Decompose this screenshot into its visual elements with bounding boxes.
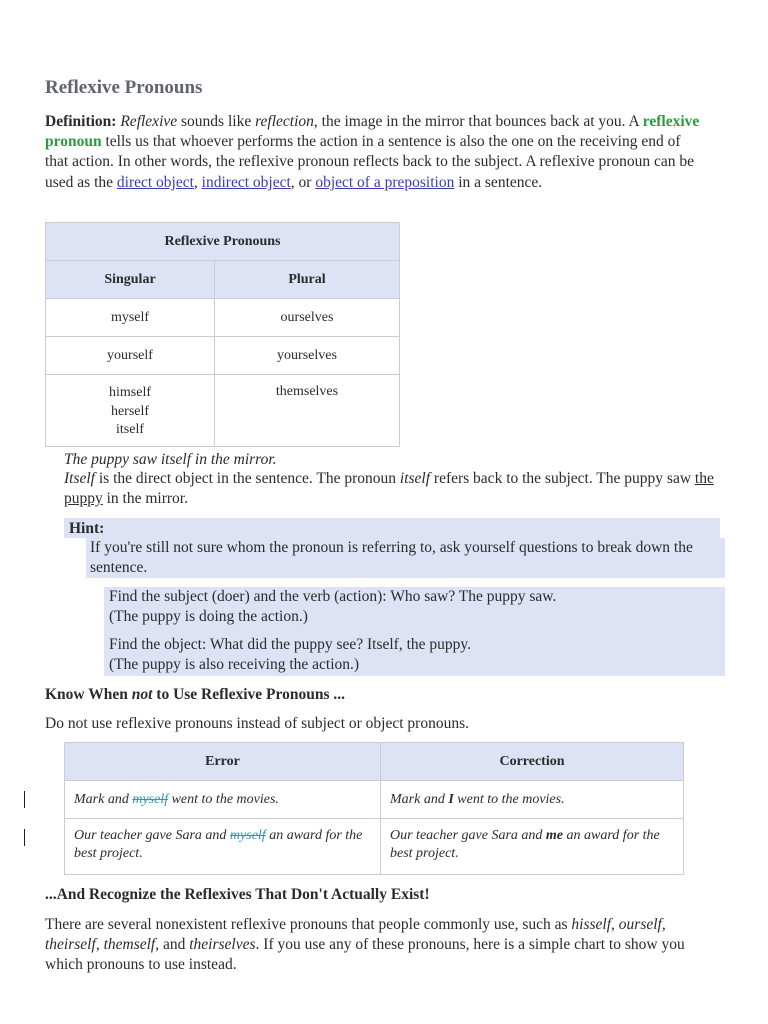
heading-part: to Use Reflexive Pronouns ... (152, 686, 345, 703)
correction-text: Our teacher gave Sara and (390, 828, 546, 843)
error-cell (65, 781, 381, 819)
step-1-question: Find the subject (doer) and the verb (action): Who saw? The puppy saw. (109, 588, 557, 605)
example-explanation (64, 469, 724, 509)
error-text: went to the movies. (168, 792, 279, 807)
step-2-question: Find the object: What did the puppy see? Itself, the puppy. (109, 636, 472, 653)
definition-text: tells us that whoever performs the action in a sentence is also the one on the receiving end of that action. In other words, the reflexive pronoun reflects back to the subject. A reflexive pronoun can be used as the (45, 133, 695, 191)
col-correction: Correction (381, 743, 684, 781)
plural-cell: yourselves (215, 337, 400, 375)
word-reflexive: Reflexive (120, 113, 178, 130)
text-cursor-mark (24, 829, 25, 846)
pronoun-himself: himself (109, 385, 151, 400)
hint-text: If you're still not sure whom the pronoun is referring to, ask yourself questions to break down the sentence. (90, 539, 693, 576)
separator: , (611, 916, 619, 933)
word-themself: themself (103, 936, 156, 954)
word-itself: itself (399, 470, 431, 487)
error-text: Our teacher gave Sara and (74, 828, 230, 843)
paragraph-text: . If you use any of these pronouns, here is a simple chart to show you which pronouns to use instead. (45, 936, 685, 974)
correction-text: Mark and (390, 792, 449, 807)
correct-pronoun: me (545, 828, 564, 843)
separator: , (661, 916, 666, 933)
singular-cell (46, 375, 215, 447)
table-row (65, 819, 684, 875)
struck-myself: myself (229, 828, 266, 843)
step-1-answer: (The puppy is doing the action.) (109, 608, 308, 625)
plural-cell: themselves (215, 375, 400, 447)
correction-text: an award for the best project. (390, 828, 660, 861)
table-row (46, 337, 400, 375)
hint-label-bar (64, 518, 720, 538)
hint-label: Hint: (69, 520, 105, 537)
word-hisself: hisself (571, 916, 612, 933)
heading-part: Know When (45, 686, 132, 703)
word-itself: Itself (64, 470, 95, 487)
underlined-the-puppy: the puppy (64, 470, 714, 507)
error-text: Mark and (74, 792, 133, 807)
struck-myself: myself (132, 792, 169, 807)
explanation-text: is the direct object in the sentence. The pronoun (95, 470, 400, 487)
example-sentence (64, 450, 277, 470)
word-ourself: ourself (618, 916, 662, 933)
step-2-answer: (The puppy is also receiving the action.) (109, 656, 360, 673)
example-sentence-text: The puppy saw itself in the mirror. (64, 451, 277, 468)
section-text: Do not use reflexive pronouns instead of subject or object pronouns. (45, 715, 470, 732)
term-reflexive-pronoun: reflexive pronoun (45, 113, 700, 151)
definition-text: sounds like (177, 113, 256, 130)
correct-pronoun: I (448, 792, 454, 807)
correction-cell (381, 819, 684, 875)
col-plural: Plural (215, 261, 400, 299)
correction-text: went to the movies. (453, 792, 565, 807)
word-reflection: reflection (255, 113, 314, 130)
separator: , or (290, 173, 316, 191)
word-theirselves: theirselves (189, 936, 256, 954)
text-cursor-mark (24, 791, 25, 808)
hint-step-1 (109, 587, 556, 627)
heading-emphasis-not: not (131, 686, 153, 703)
section-heading-nonexistent: ...And Recognize the Reflexives That Don't Actually Exist! (45, 886, 430, 903)
page-title: Reflexive Pronouns (45, 77, 203, 98)
table-row (46, 375, 400, 447)
plural-cell: ourselves (215, 299, 400, 337)
word-theirself: theirself (45, 936, 96, 954)
pronoun-itself: itself (116, 422, 144, 437)
hint-step-2 (109, 635, 471, 675)
error-text: an award for the best project. (74, 828, 363, 861)
error-correction-table (64, 742, 684, 875)
separator: , (95, 936, 104, 954)
definition-text: , the image in the mirror that bounces back at you. A (313, 113, 643, 130)
table-row (65, 781, 684, 819)
link-object-of-preposition[interactable]: object of a preposition (315, 173, 455, 191)
singular-cell: myself (46, 299, 215, 337)
explanation-text: refers back to the subject. The puppy saw (430, 470, 695, 487)
table-row (46, 299, 400, 337)
error-cell (65, 819, 381, 875)
singular-cell: yourself (46, 337, 215, 375)
col-error: Error (65, 743, 381, 781)
separator: , and (155, 936, 190, 954)
explanation-text: in the mirror. (102, 490, 188, 507)
definition-paragraph (45, 112, 705, 193)
definition-label: Definition: (45, 113, 117, 130)
definition-text: in a sentence. (454, 173, 543, 191)
pronoun-herself: herself (110, 403, 150, 419)
link-indirect-object[interactable]: indirect object (201, 173, 291, 191)
nonexistent-paragraph (45, 915, 705, 976)
table-title: Reflexive Pronouns (46, 223, 400, 261)
link-direct-object[interactable]: direct object (116, 173, 194, 191)
paragraph-text: There are several nonexistent reflexive pronouns that people commonly use, such as (45, 916, 572, 933)
separator: , (193, 173, 202, 191)
correction-cell (381, 781, 684, 819)
col-singular: Singular (46, 261, 215, 299)
section-heading-not-to-use (45, 685, 345, 705)
reflexive-pronouns-table (45, 222, 400, 447)
